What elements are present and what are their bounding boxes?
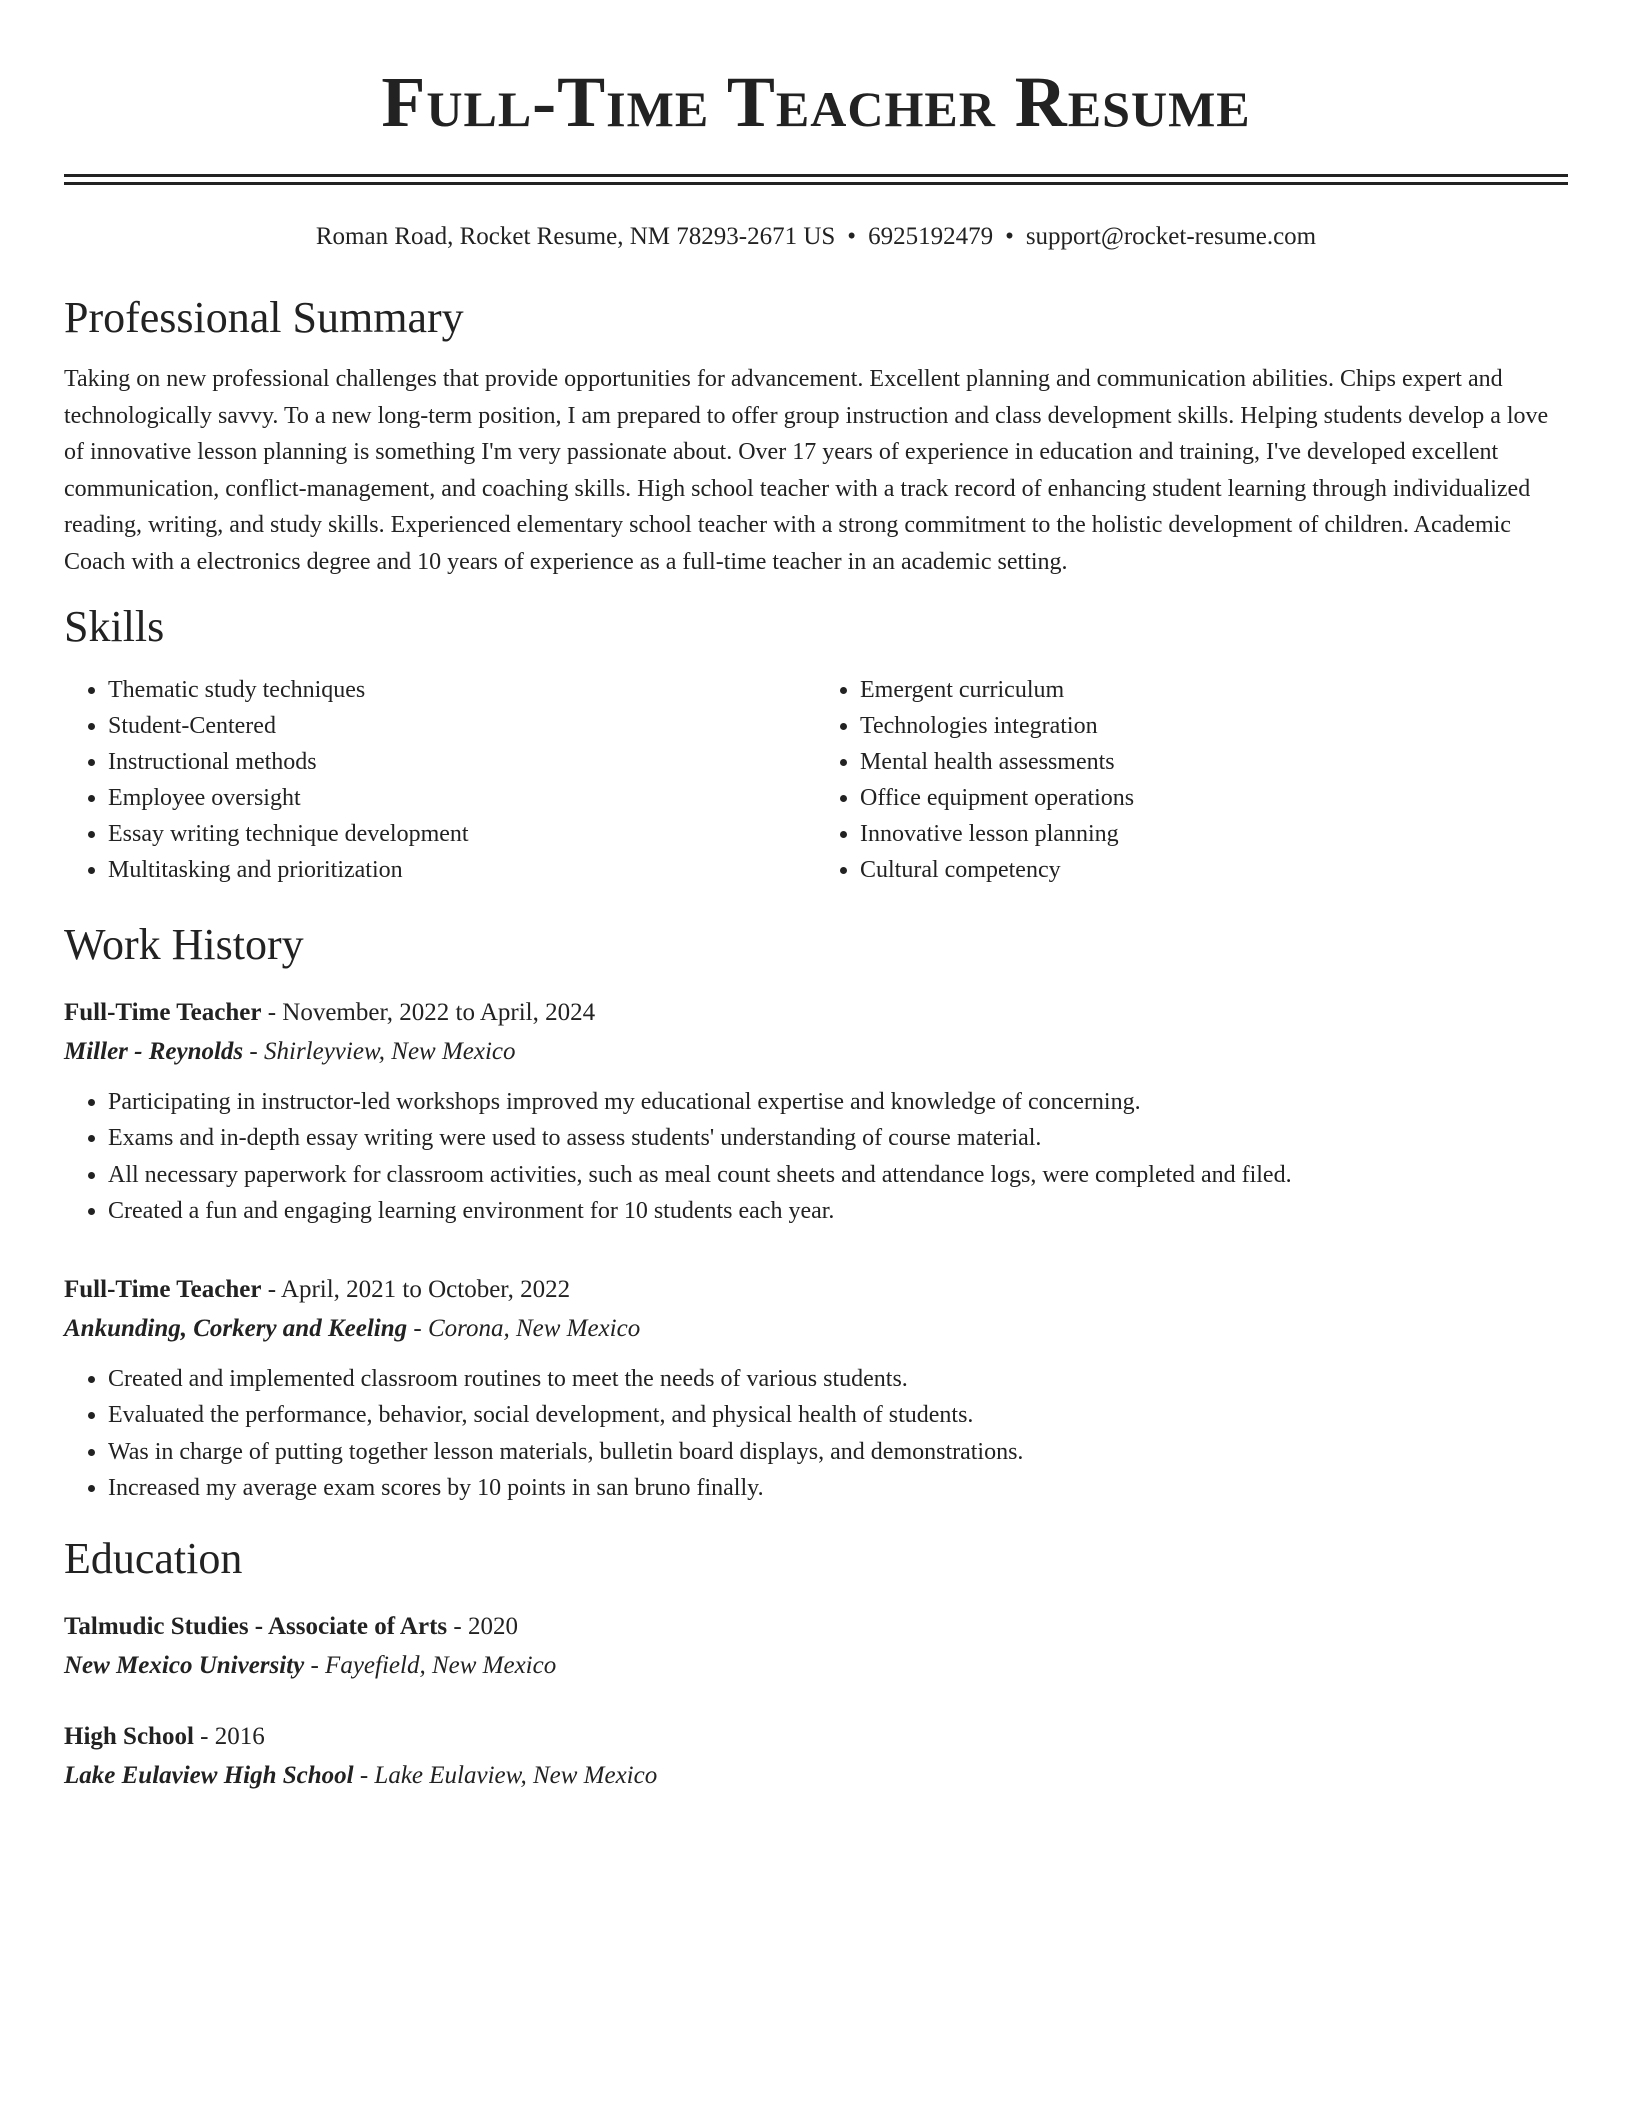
skill-item: • Multitasking and prioritization xyxy=(108,852,816,888)
job-bullets xyxy=(64,1084,1568,1229)
skill-item: • Innovative lesson planning xyxy=(860,816,1568,852)
title-divider-top xyxy=(64,174,1568,177)
job-bullet: • Was in charge of putting together lesson materials, bulletin board displays, and demonstrations. xyxy=(108,1434,1568,1470)
contact-email: support@rocket-resume.com xyxy=(1025,223,1317,250)
job-bullet: • All necessary paperwork for classroom activities, such as meal count sheets and attendance logs, were completed and filed. xyxy=(108,1157,1568,1193)
job-entry xyxy=(64,994,1568,1229)
education-degree-line xyxy=(64,1718,1568,1756)
job-title: Full-Time Teacher xyxy=(64,1276,262,1304)
education-school-line xyxy=(64,1646,1568,1686)
job-bullet: • Created and implemented classroom routines to meet the needs of various students. xyxy=(108,1361,1568,1397)
education-entry xyxy=(64,1608,1568,1686)
skill-item: • Cultural competency xyxy=(860,852,1568,888)
education-year: - 2020 xyxy=(447,1613,518,1641)
contact-separator: • xyxy=(847,223,857,250)
skill-item: • Emergent curriculum xyxy=(860,672,1568,708)
education-heading: Education xyxy=(64,1534,243,1584)
job-title-line xyxy=(64,994,1568,1032)
contact-address: Roman Road, Rocket Resume, NM 78293-2671 US xyxy=(315,223,836,250)
education-location: - Fayefield, New Mexico xyxy=(304,1652,557,1680)
contact-separator: • xyxy=(1005,223,1014,250)
job-employer-line xyxy=(64,1032,1568,1072)
skill-item: • Office equipment operations xyxy=(860,780,1568,816)
skills-column-right xyxy=(816,672,1568,888)
job-location: - Corona, New Mexico xyxy=(407,1315,641,1343)
education-school: Lake Eulaview High School xyxy=(64,1762,354,1790)
education-year: - 2016 xyxy=(193,1723,265,1751)
job-employer-line xyxy=(64,1309,1568,1349)
job-title: Full-Time Teacher xyxy=(64,999,262,1026)
education-degree: Talmudic Studies - Associate of Arts xyxy=(64,1613,448,1641)
education-location: - Lake Eulaview, New Mexico xyxy=(353,1762,658,1790)
job-employer: Miller - Reynolds xyxy=(64,1038,244,1065)
job-employer: Ankunding, Corkery and Keeling xyxy=(64,1315,408,1343)
job-location: - Shirleyview, New Mexico xyxy=(243,1038,516,1065)
job-dates: - November, 2022 to April, 2024 xyxy=(261,999,596,1026)
job-bullet: • Exams and in-depth essay writing were used to assess students' understanding of course material. xyxy=(108,1120,1568,1156)
job-entry xyxy=(64,1271,1568,1506)
job-title-line xyxy=(64,1271,1568,1309)
education-degree: High School xyxy=(64,1723,194,1751)
summary-heading: Professional Summary xyxy=(64,293,464,342)
resume-title: Full-Time Teacher Resume xyxy=(381,62,1251,142)
education-degree-line xyxy=(64,1608,1568,1646)
job-dates: - April, 2021 to October, 2022 xyxy=(261,1276,571,1304)
education-school: New Mexico University xyxy=(64,1652,305,1680)
skill-item: • Thematic study techniques xyxy=(108,672,816,708)
contact-line xyxy=(64,221,1568,253)
skill-item: • Employee oversight xyxy=(108,780,816,816)
skills-heading: Skills xyxy=(64,602,165,651)
skill-item: • Student-Centered xyxy=(108,708,816,744)
job-bullet: • Evaluated the performance, behavior, social development, and physical health of students. xyxy=(108,1397,1568,1433)
job-bullet: • Increased my average exam scores by 10 points in san bruno finally. xyxy=(108,1470,1568,1506)
skills-column-left xyxy=(64,672,816,888)
contact-phone: 6925192479 xyxy=(868,223,994,250)
skill-item: • Technologies integration xyxy=(860,708,1568,744)
title-divider-bottom xyxy=(64,182,1568,185)
job-bullet: • Created a fun and engaging learning environment for 10 students each year. xyxy=(108,1193,1568,1229)
skill-item: • Essay writing technique development xyxy=(108,816,816,852)
job-bullets xyxy=(64,1361,1568,1506)
education-entry xyxy=(64,1718,1568,1796)
work-history-heading: Work History xyxy=(64,920,304,969)
education-school-line xyxy=(64,1756,1568,1796)
summary-text: Taking on new professional challenges that provide opportunities for advancement. Excellent planning and communication abilities. Chips expert and technologically savvy. To a new long-term position, I am prepared to offer group instruction and class development skills. Helping students develop a love of innovative lesson planning is something I'm very passionate about. Over 17 years of experience in education and training, I've developed excellent communication, conflict-management, and coaching skills. High school teacher with a track record of enhancing student learning through individualized reading, writing, and study skills. Experienced elementary school teacher with a strong commitment to the holistic development of children. Academic Coach with a electronics degree and 10 years of experience as a full-time teacher in an academic setting. xyxy=(64,366,1549,575)
skills-list xyxy=(64,672,1568,888)
skill-item: • Instructional methods xyxy=(108,744,816,780)
skill-item: • Mental health assessments xyxy=(860,744,1568,780)
job-bullet: • Participating in instructor-led workshops improved my educational expertise and knowledge of concerning. xyxy=(108,1084,1568,1120)
